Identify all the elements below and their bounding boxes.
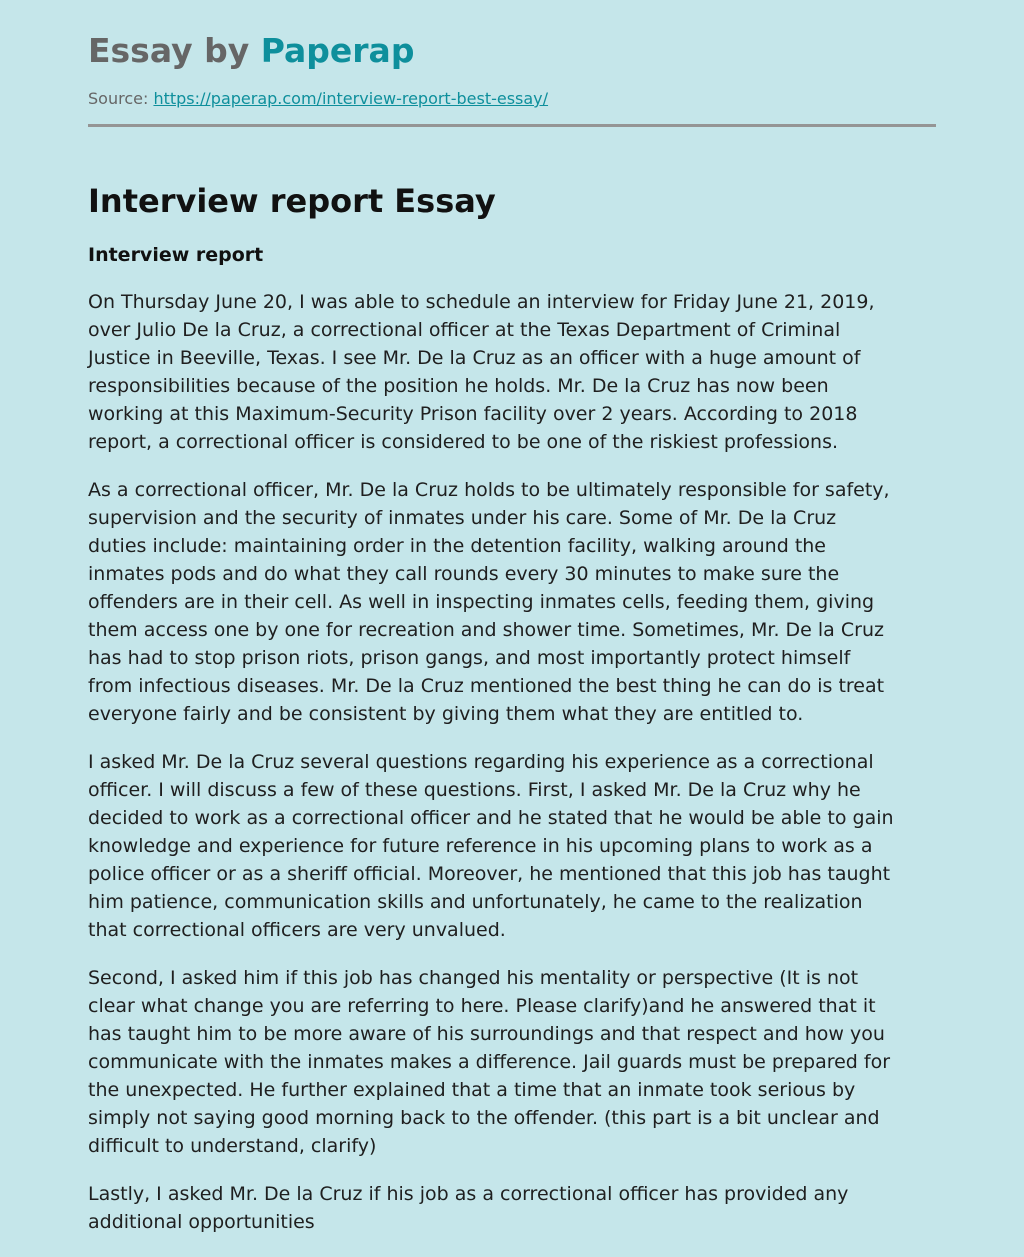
source-line <box>88 88 548 110</box>
paragraph-line: responsibilities because of the position he holds. Mr. De la Cruz has now been <box>88 375 829 397</box>
paragraph-line: clear what change you are referring to here. Please clarify)and he answered that it <box>88 995 876 1017</box>
brand-prefix: Essay by <box>88 31 261 70</box>
paragraph-line: offenders are in their cell. As well in inspecting inmates cells, feeding them, giving <box>88 591 875 613</box>
paragraph-line: inmates pods and do what they call rounds every 30 minutes to make sure the <box>88 563 840 585</box>
source-label: Source: <box>88 89 154 108</box>
paragraph-line: that correctional officers are very unvalued. <box>88 919 506 941</box>
site-brand <box>88 28 414 74</box>
essay-paragraph <box>88 748 894 944</box>
essay-paragraph <box>88 964 890 1160</box>
paragraph-line: Justice in Beeville, Texas. I see Mr. De la Cruz as an officer with a huge amount of <box>88 347 861 369</box>
paragraph-line: Second, I asked him if this job has changed his mentality or perspective (It is not <box>88 967 859 989</box>
paragraph-line: I asked Mr. De la Cruz several questions regarding his experience as a correctional <box>88 751 874 773</box>
paragraph-line: officer. I will discuss a few of these questions. First, I asked Mr. De la Cruz why he <box>88 779 861 801</box>
paragraph-line: over Julio De la Cruz, a correctional officer at the Texas Department of Criminal <box>88 319 841 341</box>
essay-paragraph <box>88 476 890 728</box>
paragraph-line: On Thursday June 20, I was able to schedule an interview for Friday June 21, 2019, <box>88 291 875 313</box>
paragraph-line: As a correctional officer, Mr. De la Cruz holds to be ultimately responsible for safety, <box>88 479 890 501</box>
paragraph-line: additional opportunities <box>88 1211 315 1233</box>
source-link[interactable]: https://paperap.com/interview-report-best-essay/ <box>153 89 549 108</box>
paragraph-line: has taught him to be more aware of his surroundings and that respect and how you <box>88 1023 885 1045</box>
paragraph-line: him patience, communication skills and unfortunately, he came to the realization <box>88 891 863 913</box>
paragraph-line: report, a correctional officer is considered to be one of the riskiest professions. <box>88 431 839 453</box>
paragraph-line: simply not saying good morning back to the offender. (this part is a bit unclear and <box>88 1107 880 1129</box>
paragraph-line: supervision and the security of inmates under his care. Some of Mr. De la Cruz <box>88 507 837 529</box>
paragraph-line: duties include: maintaining order in the detention facility, walking around the <box>88 535 826 557</box>
brand-name: Paperap <box>260 31 415 70</box>
paragraph-line: working at this Maximum-Security Prison facility over 2 years. According to 2018 <box>88 403 858 425</box>
paragraph-line: everyone fairly and be consistent by giving them what they are entitled to. <box>88 703 804 725</box>
paragraph-line: the unexpected. He further explained that a time that an inmate took serious by <box>88 1079 856 1101</box>
paragraph-line: Lastly, I asked Mr. De la Cruz if his job as a correctional officer has provided any <box>88 1183 849 1205</box>
paragraph-line: communicate with the inmates makes a difference. Jail guards must be prepared for <box>88 1051 891 1073</box>
essay-title: Interview report Essay <box>88 182 496 220</box>
essay-subtitle: Interview report <box>88 244 264 266</box>
paragraph-line: decided to work as a correctional officer and he stated that he would be able to gain <box>88 807 894 829</box>
essay-paragraph <box>88 1180 848 1236</box>
essay-paragraph <box>88 288 875 456</box>
paragraph-line: difficult to understand, clarify) <box>88 1135 377 1157</box>
header-divider <box>88 124 936 127</box>
paragraph-line: from infectious diseases. Mr. De la Cruz mentioned the best thing he can do is treat <box>88 675 885 697</box>
paragraph-line: them access one by one for recreation and shower time. Sometimes, Mr. De la Cruz <box>88 619 884 641</box>
paragraph-line: knowledge and experience for future reference in his upcoming plans to work as a <box>88 835 873 857</box>
paragraph-line: has had to stop prison riots, prison gangs, and most importantly protect himself <box>88 647 851 669</box>
paragraph-line: police officer or as a sheriff official. Moreover, he mentioned that this job has taught <box>88 863 891 885</box>
